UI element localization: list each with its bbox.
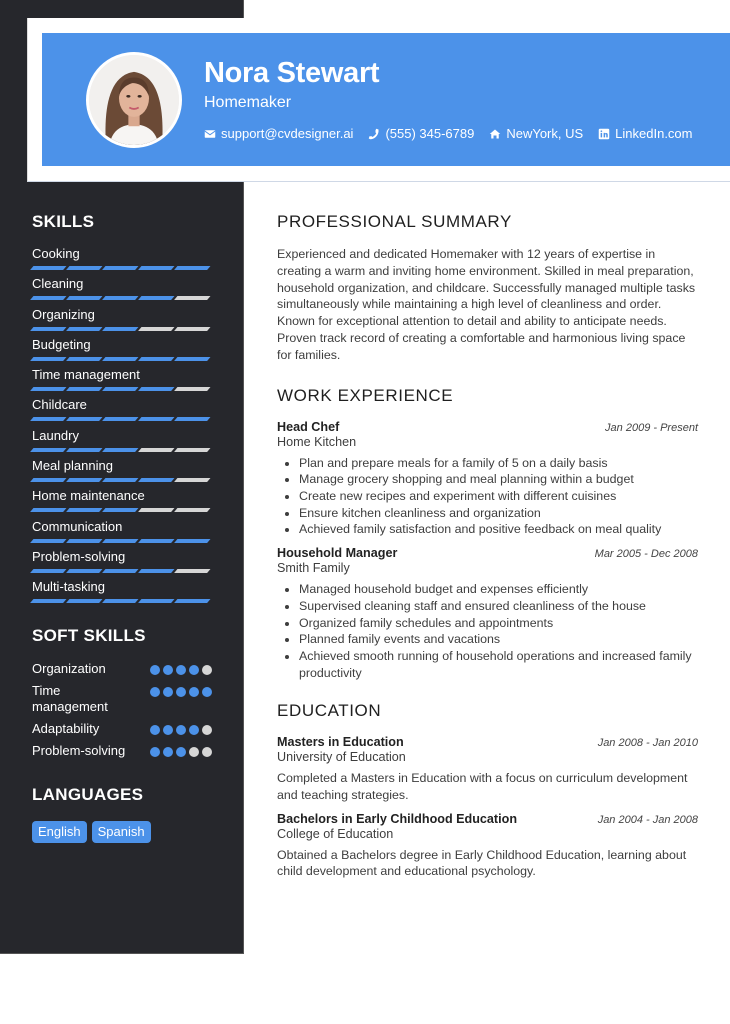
skill-label: Cooking	[32, 246, 80, 261]
level-segment-filled	[67, 508, 103, 512]
education-section	[277, 701, 698, 880]
header-banner	[42, 33, 730, 166]
level-segment-filled	[103, 448, 139, 452]
rating-dot-filled	[202, 687, 212, 697]
soft-skill-item	[32, 661, 212, 677]
responsibility-item: • Organized family schedules and appointments	[299, 615, 698, 632]
summary-section	[277, 212, 698, 364]
level-segment-filled	[103, 539, 139, 543]
responsibility-item: • Managed household budget and expenses efficiently	[299, 581, 698, 598]
rating-dot-filled	[150, 665, 160, 675]
skill-label: Problem-solving	[32, 548, 126, 564]
level-segment-empty	[139, 327, 175, 331]
soft-skills-heading: SOFT SKILLS	[32, 625, 146, 645]
level-segment-filled	[103, 417, 139, 421]
education-entry-header	[277, 735, 698, 749]
level-segment-empty	[175, 296, 211, 300]
skill-label: Communication	[32, 518, 123, 534]
level-segment-filled	[67, 448, 103, 452]
level-segment-filled	[31, 327, 67, 331]
education-dates: Jan 2004 - Jan 2008	[597, 813, 698, 826]
work-heading: WORK EXPERIENCE	[277, 385, 454, 405]
level-segment-filled	[139, 569, 175, 573]
level-segment-filled	[103, 357, 139, 361]
soft-skill-item	[32, 683, 212, 715]
education-description: Completed a Masters in Education with a focus on curriculum development and teaching strategies.	[277, 771, 688, 803]
skill-label: Childcare	[32, 397, 87, 413]
candidate-name: Nora Stewart	[204, 57, 380, 89]
rating-dot-filled	[150, 687, 160, 697]
skills-heading: SKILLS	[32, 212, 95, 231]
skill-label: Home maintenance	[32, 488, 145, 504]
contact-email[interactable]	[204, 126, 353, 141]
level-segment-filled	[67, 327, 103, 331]
portrait-image	[89, 55, 179, 145]
skill-item	[32, 307, 212, 337]
level-segment-filled	[31, 448, 67, 452]
education-dates: Jan 2008 - Jan 2010	[597, 737, 698, 750]
degree-title: Bachelors in Early Childhood Education	[277, 811, 518, 826]
skill-label: Multi-tasking	[32, 579, 105, 595]
level-segment-filled	[67, 296, 103, 300]
skills-list	[32, 246, 212, 610]
soft-skill-label: Organization	[32, 660, 106, 676]
job-dates: Jan 2009 - Present	[605, 421, 698, 434]
skill-level-bar	[32, 508, 212, 512]
rating-dot-filled	[150, 725, 160, 735]
level-segment-filled	[31, 266, 67, 270]
contact-location	[489, 126, 583, 141]
skill-level-bar	[32, 448, 212, 452]
level-segment-filled	[31, 508, 67, 512]
skill-level-bar	[32, 387, 212, 391]
envelope-icon	[204, 128, 216, 140]
level-segment-filled	[175, 599, 211, 603]
skill-item	[32, 337, 212, 367]
responsibility-item: • Achieved family satisfaction and positive feedback on meal quality	[299, 521, 698, 538]
responsibility-item: • Supervised cleaning staff and ensured cleanliness of the house	[299, 598, 698, 615]
level-segment-filled	[103, 508, 139, 512]
level-segment-filled	[139, 539, 175, 543]
soft-skill-item	[32, 743, 212, 759]
level-segment-filled	[103, 296, 139, 300]
rating-dot-filled	[189, 687, 199, 697]
job-title: Head Chef	[277, 419, 340, 434]
work-entry-header	[277, 420, 698, 434]
contact-linkedin[interactable]	[598, 126, 692, 141]
skill-level-bar	[32, 478, 212, 482]
skill-item	[32, 276, 212, 306]
work-list	[277, 420, 698, 682]
level-segment-filled	[67, 266, 103, 270]
skill-item	[32, 246, 212, 276]
level-segment-filled	[31, 417, 67, 421]
education-entry-header	[277, 812, 698, 826]
education-entry	[277, 812, 698, 880]
home-icon	[489, 128, 501, 140]
work-entry	[277, 546, 698, 681]
responsibility-item: • Achieved smooth running of household operations and increased family productivity	[299, 648, 698, 681]
sidebar-content	[32, 212, 212, 843]
level-segment-filled	[175, 266, 211, 270]
language-badge: Spanish	[92, 821, 151, 843]
summary-text: Experienced and dedicated Homemaker with 12 years of expertise in creating a warm and inviting home environment. Skilled in meal preparation, household organization, and childcare. Successfully managed multiple tasks simultaneously while maintaining a high level of cleanliness and order. Known for exceptional attention to detail and ability to anticipate needs. Proven track record of creating a comfortable and harmonious living space for families.	[277, 247, 696, 362]
level-segment-filled	[31, 569, 67, 573]
skill-label: Organizing	[32, 306, 95, 322]
contact-linkedin-text: LinkedIn.com	[615, 126, 693, 141]
language-badge: English	[32, 821, 87, 843]
level-segment-empty	[139, 508, 175, 512]
level-segment-filled	[67, 569, 103, 573]
linkedin-icon	[598, 128, 610, 140]
soft-skill-label: Problem-solving	[32, 742, 126, 758]
skill-level-bar	[32, 327, 212, 331]
level-segment-filled	[139, 478, 175, 482]
institution: University of Education	[277, 750, 406, 765]
contact-list	[204, 126, 693, 141]
skill-item	[32, 519, 212, 549]
rating-dot-empty	[202, 747, 212, 757]
skill-item	[32, 579, 212, 609]
skill-level-bar	[32, 357, 212, 361]
level-segment-empty	[139, 448, 175, 452]
summary-heading: PROFESSIONAL SUMMARY	[277, 212, 512, 231]
job-employer: Home Kitchen	[277, 434, 357, 449]
level-segment-empty	[175, 448, 211, 452]
level-segment-filled	[139, 296, 175, 300]
skill-label: Budgeting	[32, 336, 91, 352]
degree-title: Masters in Education	[277, 735, 404, 750]
responsibility-item: • Ensure kitchen cleanliness and organization	[299, 505, 698, 522]
skill-level-bar	[32, 417, 212, 421]
responsibility-item: • Plan and prepare meals for a family of 5 on a daily basis	[299, 455, 698, 472]
level-segment-filled	[31, 387, 67, 391]
contact-phone-text: (555) 345-6789	[385, 126, 475, 141]
level-segment-filled	[103, 387, 139, 391]
rating-dot-filled	[176, 747, 186, 757]
rating-dot-empty	[202, 725, 212, 735]
header-card	[27, 18, 730, 182]
level-segment-filled	[31, 478, 67, 482]
rating-dot-empty	[202, 665, 212, 675]
rating-dot-empty	[189, 747, 199, 757]
rating-dot-filled	[163, 747, 173, 757]
contact-location-text: NewYork, US	[506, 126, 584, 141]
work-entry-header	[277, 546, 698, 560]
level-segment-filled	[175, 357, 211, 361]
level-segment-filled	[31, 357, 67, 361]
skill-item	[32, 367, 212, 397]
main-content	[277, 212, 698, 880]
soft-skill-label: Time management	[32, 682, 108, 714]
level-segment-filled	[31, 296, 67, 300]
level-segment-empty	[175, 387, 211, 391]
institution: College of Education	[277, 826, 394, 841]
contact-phone[interactable]	[368, 126, 474, 141]
languages-heading: LANGUAGES	[32, 784, 144, 804]
education-description: Obtained a Bachelors degree in Early Childhood Education, learning about child development and educational psychology.	[277, 847, 687, 879]
work-section	[277, 386, 698, 682]
level-segment-empty	[175, 478, 211, 482]
skill-item	[32, 397, 212, 427]
rating-dot-filled	[163, 687, 173, 697]
level-segment-filled	[67, 357, 103, 361]
contact-email-text: support@cvdesigner.ai	[221, 126, 354, 141]
level-segment-filled	[67, 599, 103, 603]
job-responsibilities	[277, 455, 698, 539]
soft-skills-list	[32, 661, 212, 759]
responsibility-item: • Planned family events and vacations	[299, 631, 698, 648]
skill-level-bar	[32, 599, 212, 603]
soft-skill-rating	[150, 687, 212, 697]
soft-skill-rating	[150, 747, 212, 757]
rating-dot-filled	[189, 665, 199, 675]
level-segment-filled	[31, 599, 67, 603]
skill-item	[32, 458, 212, 488]
phone-icon	[368, 128, 380, 140]
level-segment-filled	[31, 539, 67, 543]
education-heading: EDUCATION	[277, 701, 382, 721]
level-segment-filled	[139, 266, 175, 270]
level-segment-filled	[139, 387, 175, 391]
job-employer: Smith Family	[277, 561, 350, 576]
skill-item	[32, 488, 212, 518]
level-segment-filled	[139, 357, 175, 361]
soft-skill-rating	[150, 725, 212, 735]
rating-dot-filled	[176, 725, 186, 735]
level-segment-empty	[175, 569, 211, 573]
level-segment-filled	[103, 327, 139, 331]
skill-level-bar	[32, 539, 212, 543]
skill-level-bar	[32, 296, 212, 300]
skill-item	[32, 549, 212, 579]
rating-dot-filled	[176, 665, 186, 675]
level-segment-filled	[139, 417, 175, 421]
skill-label: Laundry	[32, 427, 79, 443]
rating-dot-filled	[176, 687, 186, 697]
level-segment-filled	[103, 266, 139, 270]
candidate-title: Homemaker	[204, 94, 292, 111]
level-segment-empty	[175, 508, 211, 512]
level-segment-filled	[103, 569, 139, 573]
skill-label: Cleaning	[32, 276, 84, 292]
level-segment-filled	[103, 478, 139, 482]
skill-level-bar	[32, 569, 212, 573]
responsibility-item: • Create new recipes and experiment with different cuisines	[299, 488, 698, 505]
job-title: Household Manager	[277, 546, 398, 561]
languages-list	[32, 821, 212, 843]
soft-skill-rating	[150, 665, 212, 675]
rating-dot-filled	[163, 725, 173, 735]
skill-item	[32, 428, 212, 458]
level-segment-filled	[139, 599, 175, 603]
avatar	[86, 52, 182, 148]
skill-label: Meal planning	[32, 458, 113, 474]
education-entry	[277, 735, 698, 803]
level-segment-filled	[175, 539, 211, 543]
skill-level-bar	[32, 266, 212, 270]
rating-dot-filled	[163, 665, 173, 675]
job-dates: Mar 2005 - Dec 2008	[594, 548, 698, 561]
soft-skill-label: Adaptability	[32, 720, 100, 736]
soft-skill-item	[32, 721, 212, 737]
level-segment-filled	[175, 417, 211, 421]
rating-dot-filled	[150, 747, 160, 757]
level-segment-filled	[67, 478, 103, 482]
level-segment-filled	[67, 387, 103, 391]
skill-label: Time management	[32, 367, 140, 383]
level-segment-empty	[175, 327, 211, 331]
level-segment-filled	[67, 539, 103, 543]
rating-dot-filled	[189, 725, 199, 735]
work-entry	[277, 420, 698, 539]
responsibility-item: • Manage grocery shopping and meal planning within a budget	[299, 471, 698, 488]
level-segment-filled	[67, 417, 103, 421]
job-responsibilities	[277, 581, 698, 681]
level-segment-filled	[103, 599, 139, 603]
education-list	[277, 735, 698, 880]
